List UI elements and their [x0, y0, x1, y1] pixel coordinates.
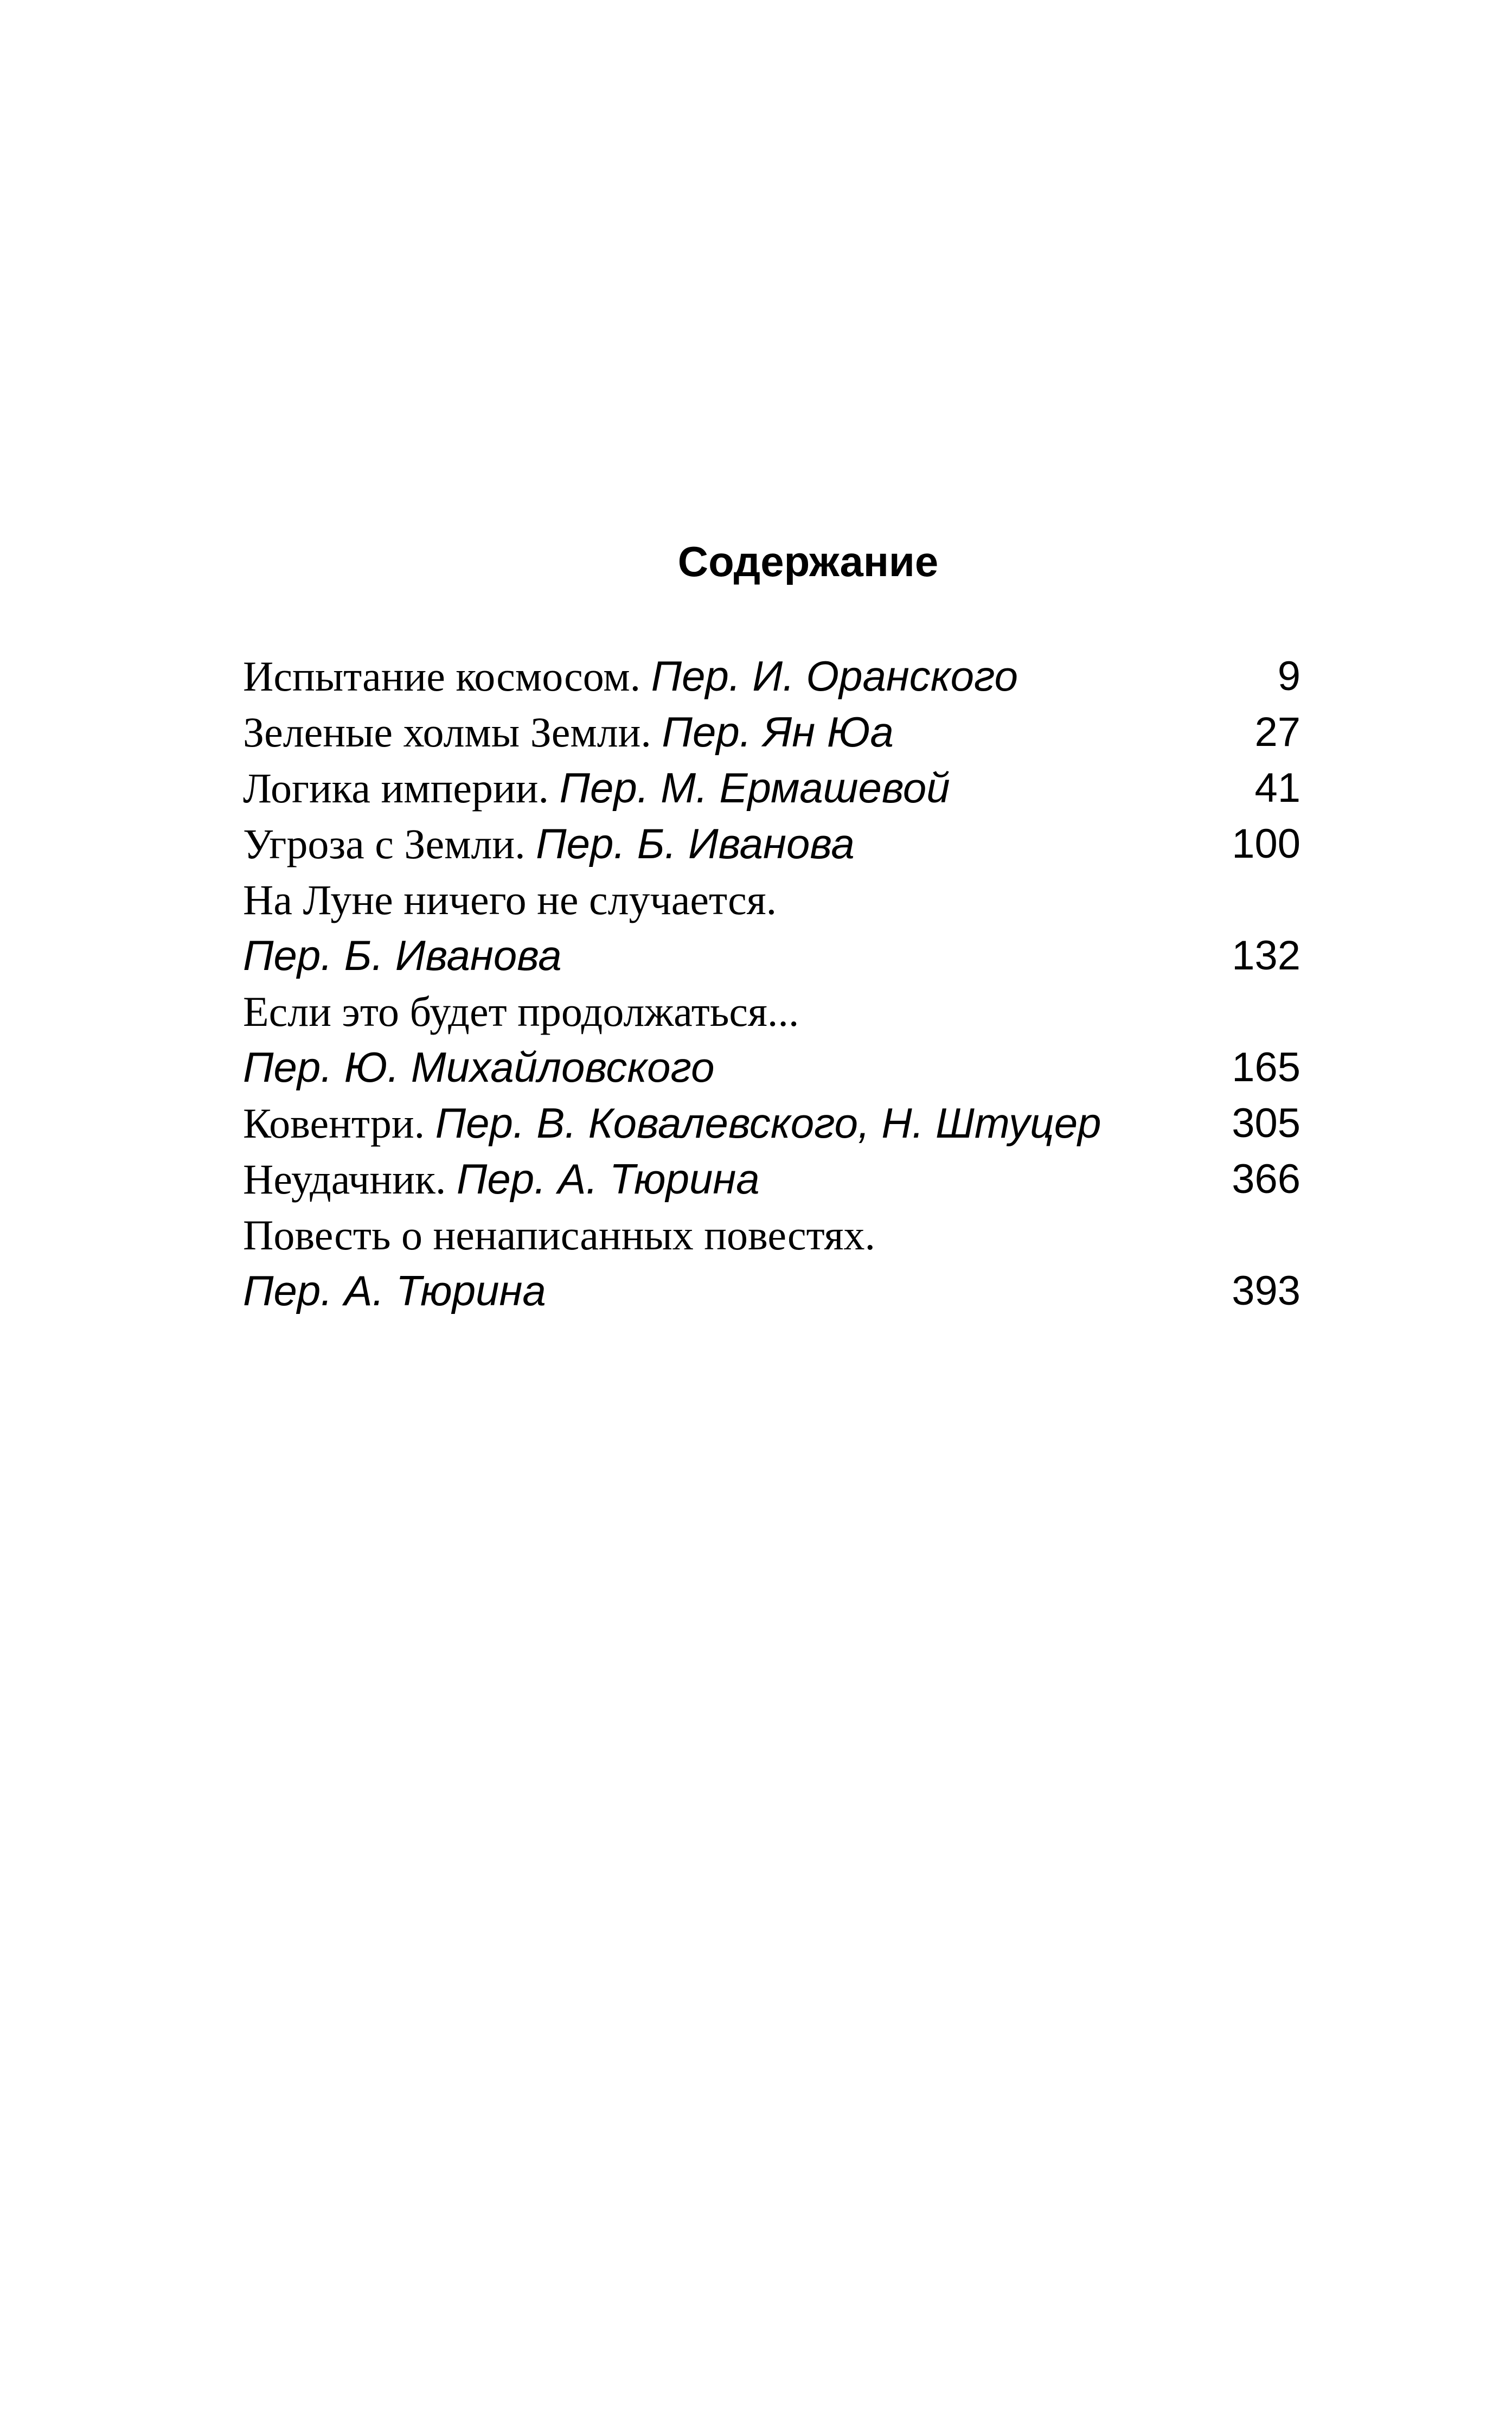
- toc-entry-translator: Пер. Б. Иванова: [536, 820, 855, 867]
- toc-entry-translator: Пер. А. Тюрина: [243, 1267, 546, 1314]
- toc-entry-line: [243, 984, 1349, 1039]
- toc-entry-line: [243, 1263, 1349, 1319]
- toc-entry-title: Угроза с Земли.: [243, 820, 526, 867]
- toc-entry-page-number: 132: [1232, 933, 1300, 979]
- toc-entry-translator: Пер. Ян Юа: [662, 708, 894, 756]
- toc-entry-line: [243, 872, 1349, 928]
- toc-entry-line: [243, 816, 1349, 872]
- toc-entry-title: Повесть о ненаписанных повестях.: [243, 1211, 876, 1259]
- toc-entry-page-number: 165: [1232, 1044, 1300, 1090]
- toc-entry-page-number: 100: [1232, 821, 1300, 867]
- toc-entry-line: [243, 1039, 1349, 1095]
- toc-entry-page-number: 366: [1232, 1156, 1300, 1202]
- toc-entry-translator: Пер. М. Ермашевой: [559, 764, 950, 812]
- toc-entry-page-number: 9: [1277, 653, 1300, 699]
- toc-entry-title: Если это будет продолжаться...: [243, 988, 799, 1035]
- toc-entry-line: [243, 1207, 1349, 1263]
- toc-entry-line: [243, 1095, 1349, 1151]
- toc-entry-line: [243, 760, 1349, 816]
- toc-entry-title: Логика империи.: [243, 764, 549, 812]
- toc-entry-page-number: 41: [1254, 765, 1300, 811]
- toc-entry-title: Испытание космосом.: [243, 653, 641, 700]
- toc-entry-line: [243, 648, 1349, 704]
- toc-entry-line: [243, 928, 1349, 984]
- toc-entry-line: [243, 704, 1349, 760]
- toc-entry-translator: Пер. Ю. Михайловского: [243, 1043, 715, 1091]
- toc-entry-translator: Пер. И. Оранского: [651, 652, 1018, 700]
- toc-entry-page-number: 305: [1232, 1100, 1300, 1146]
- toc-entry-page-number: 27: [1254, 709, 1300, 755]
- toc-entry-page-number: 393: [1232, 1268, 1300, 1314]
- toc-entry-title: На Луне ничего не случается.: [243, 876, 777, 923]
- toc-heading: Содержание: [677, 538, 939, 585]
- toc-entry-line: [243, 1151, 1349, 1207]
- toc-entry-title: Зеленые холмы Земли.: [243, 709, 651, 756]
- toc-entry-translator: Пер. В. Ковалевского, Н. Штуцер: [435, 1099, 1101, 1147]
- toc-entry-title: Ковентри.: [243, 1100, 425, 1147]
- toc-entry-translator: Пер. Б. Иванова: [243, 931, 562, 979]
- toc-entry-title: Неудачник.: [243, 1156, 446, 1203]
- toc-list: [243, 648, 1349, 1319]
- toc-entry-translator: Пер. А. Тюрина: [456, 1155, 760, 1203]
